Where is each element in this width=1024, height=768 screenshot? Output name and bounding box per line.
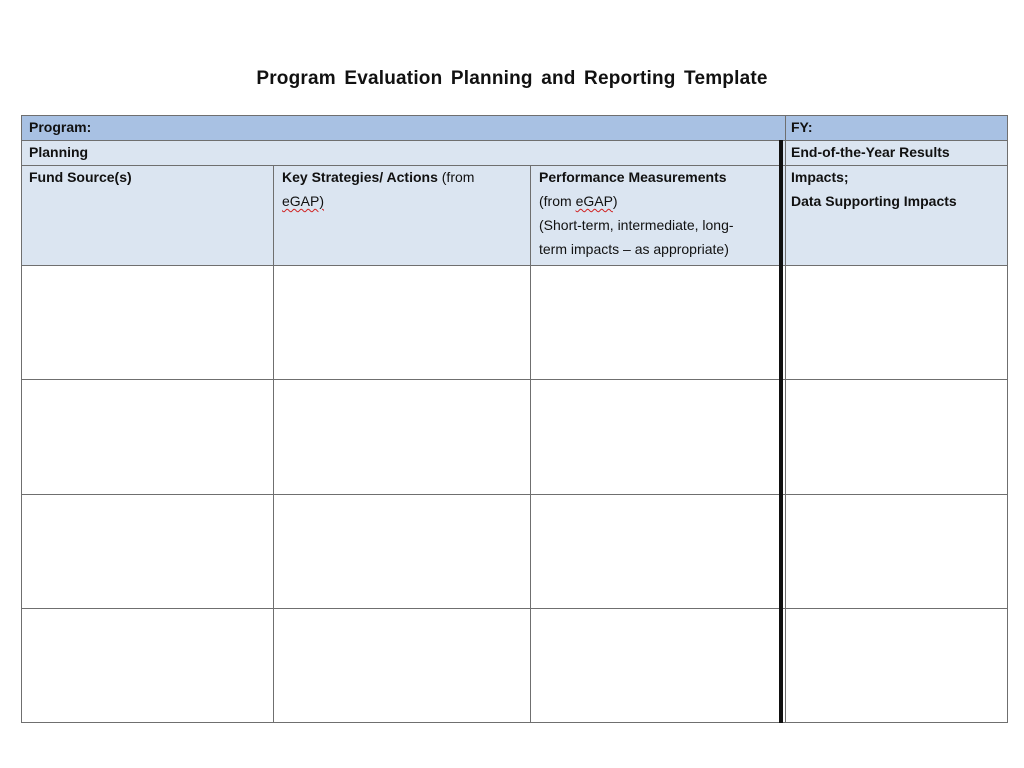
performance-header-line3: (Short-term, intermediate, long- [539, 217, 734, 233]
cell-impacts-row-4[interactable] [786, 609, 1007, 722]
border-top [21, 115, 1008, 116]
results-label: End-of-the-Year Results [791, 144, 950, 160]
cell-performance-row-1[interactable] [531, 266, 779, 379]
performance-header-bold: Performance Measurements [539, 169, 727, 185]
egap-spellcheck-word: eGAP [575, 193, 613, 209]
impacts-header-line1: Impacts; [791, 169, 849, 185]
performance-header-egap: (from eGAP) [539, 193, 618, 209]
cell-impacts-row-1[interactable] [786, 266, 1007, 379]
cell-key-strategies-row-4[interactable] [274, 609, 530, 722]
program-label: Program: [29, 119, 92, 135]
border-bottom [21, 722, 1008, 723]
impacts-header [791, 165, 1006, 213]
cell-key-strategies-row-1[interactable] [274, 266, 530, 379]
divider-fy [785, 115, 786, 140]
performance-header-line4: term impacts – as appropriate) [539, 241, 729, 257]
program-row [21, 115, 1008, 140]
border-planning [21, 165, 1008, 166]
key-strategies-header-egap: eGAP) [282, 193, 325, 209]
key-strategies-header [282, 165, 527, 213]
planning-results-divider [779, 140, 783, 723]
cell-fund-source-row-3[interactable] [22, 495, 273, 608]
cell-performance-row-3[interactable] [531, 495, 779, 608]
cell-fund-source-row-4[interactable] [22, 609, 273, 722]
performance-header [539, 165, 779, 261]
border-program [21, 140, 1008, 141]
cell-key-strategies-row-2[interactable] [274, 380, 530, 494]
cell-performance-row-4[interactable] [531, 609, 779, 722]
cell-impacts-row-3[interactable] [786, 495, 1007, 608]
cell-key-strategies-row-3[interactable] [274, 495, 530, 608]
key-strategies-header-bold: Key Strategies/ Actions [282, 169, 438, 185]
border-right [1007, 115, 1008, 723]
cell-fund-source-row-2[interactable] [22, 380, 273, 494]
key-strategies-header-from: (from [437, 169, 475, 185]
cell-performance-row-2[interactable] [531, 380, 779, 494]
cell-impacts-row-2[interactable] [786, 380, 1007, 494]
fund-source-header: Fund Source(s) [29, 169, 132, 185]
cell-fund-source-row-1[interactable] [22, 266, 273, 379]
document-title: Program Evaluation Planning and Reporting Template [256, 68, 768, 89]
impacts-header-line2: Data Supporting Impacts [791, 193, 957, 209]
planning-label: Planning [29, 144, 89, 160]
fy-label: FY: [791, 119, 813, 135]
